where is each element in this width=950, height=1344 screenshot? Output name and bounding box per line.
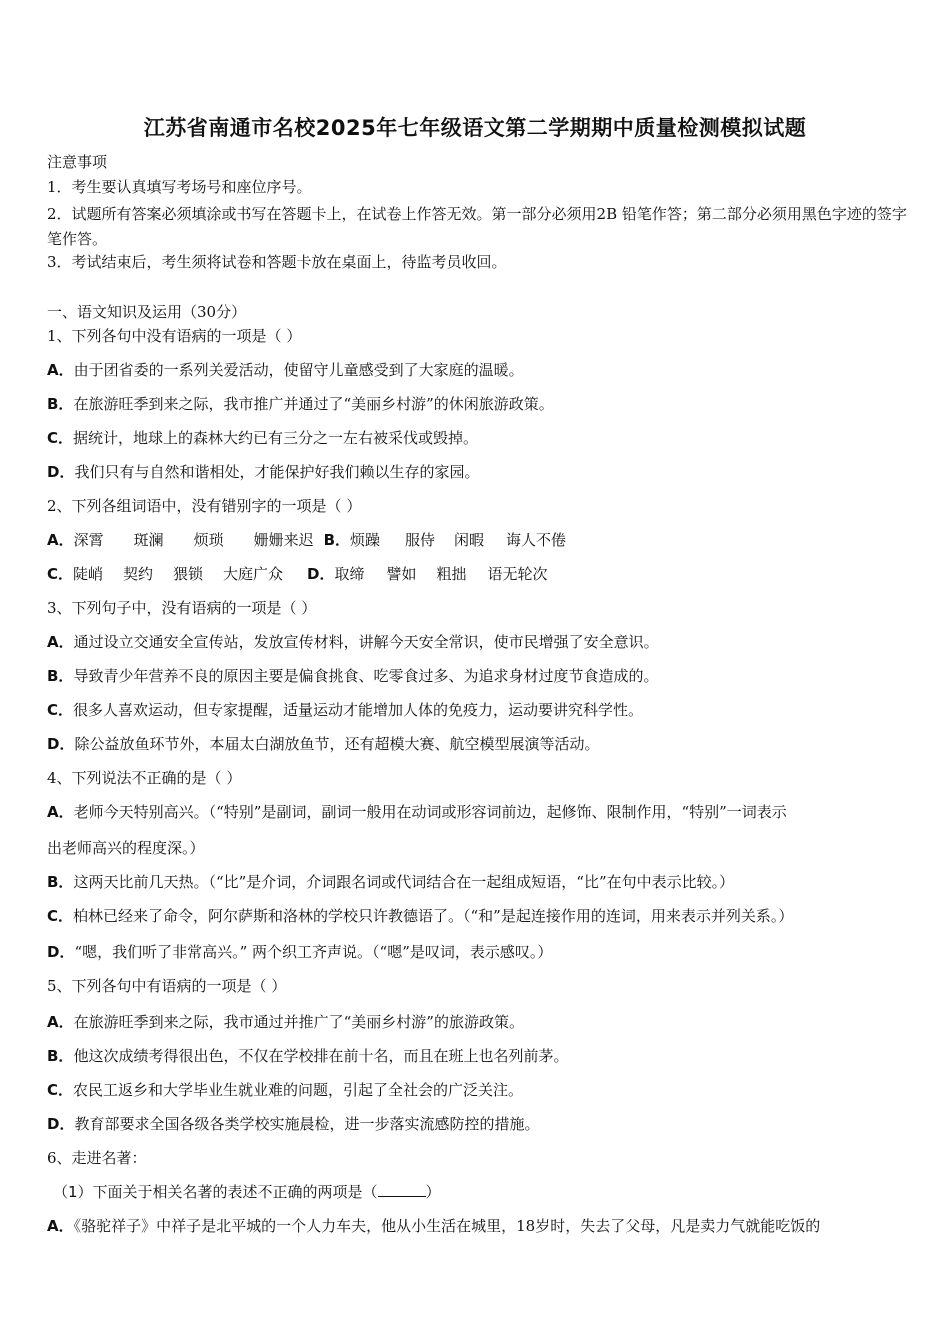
word: 深霄 <box>73 531 104 549</box>
option-text: 除公益放鱼环节外，本届太白湖放鱼节，还有超模大赛、航空模型展演等活动。 <box>74 735 600 753</box>
option-label: C． <box>47 1081 74 1099</box>
word: 斑澜 <box>133 531 164 549</box>
option-text: 《骆驼祥子》中祥子是北平城的一个人力车夫，他从小生活在城里，18岁时，失去了父母，凡是卖力气就能吃饭的 <box>73 1217 821 1235</box>
question-1-option-c <box>47 428 907 448</box>
question-4-stem: 4、下列说法不正确的是（ ） <box>47 769 242 787</box>
option-text: 教育部要求全国各级各类学校实施晨检，进一步落实流感防控的措施。 <box>74 1115 540 1133</box>
word: 烦琐 <box>193 531 224 549</box>
question-6-sub-1 <box>53 1182 913 1202</box>
option-label: A． <box>47 1217 74 1235</box>
question-4-option-a-continued: 出老师高兴的程度深。） <box>47 839 205 857</box>
option-label: D． <box>47 735 75 753</box>
option-text: 他这次成绩考得很出色，不仅在学校排在前十名，而且在班上也名列前茅。 <box>73 1047 569 1065</box>
word: 诲人不倦 <box>506 531 567 549</box>
question-5-option-a <box>47 1012 907 1032</box>
option-label: C． <box>47 565 74 583</box>
option-label: D． <box>47 463 75 481</box>
sub-question-text: （1）下面关于相关名著的表述不正确的两项是（ <box>53 1183 378 1201</box>
question-6-option-a <box>47 1216 907 1236</box>
question-5-stem: 5、下列各句中有语病的一项是（ ） <box>47 977 287 995</box>
option-text: 很多人喜欢运动，但专家提醒，适量运动才能增加人体的免疫力，运动要讲究科学性。 <box>73 701 644 719</box>
question-6-stem: 6、走进名著： <box>47 1149 147 1167</box>
question-3-option-c <box>47 700 907 720</box>
option-label: B． <box>323 531 351 549</box>
question-5-option-d <box>47 1114 907 1134</box>
option-label: A． <box>47 803 74 821</box>
option-label: A． <box>47 531 74 549</box>
option-label: C． <box>47 907 74 925</box>
section-heading: 一、语文知识及运用（30分） <box>47 303 247 321</box>
question-4-option-d <box>47 942 907 962</box>
question-1-option-d <box>47 462 907 482</box>
question-3-stem: 3、下列句子中，没有语病的一项是（ ） <box>47 599 317 617</box>
word: 烦躁 <box>350 531 381 549</box>
notice-item-1: 1．考生要认真填写考场号和座位序号。 <box>47 178 312 196</box>
option-label: B． <box>47 1047 74 1065</box>
question-3-option-a <box>47 632 907 652</box>
option-text: 我们只有与自然和谐相处，才能保护好我们赖以生存的家园。 <box>74 463 480 481</box>
option-text: 柏林已经来了命令，阿尔萨斯和洛林的学校只许教德语了。（“和”是起连接作用的连词，用来表示并列关系。） <box>73 907 794 925</box>
option-label: B． <box>47 667 74 685</box>
option-label: B． <box>47 873 74 891</box>
option-label: C． <box>47 429 74 447</box>
page-title: 江苏省南通市名校2025年七年级语文第二学期期中质量检测模拟试题 <box>143 116 807 140</box>
option-label: C． <box>47 701 74 719</box>
option-text: 这两天比前几天热。（“比”是介词，介词跟名词或代词结合在一起组成短语，“比”在句中表示比较。） <box>73 873 735 891</box>
answer-blank <box>378 1182 426 1197</box>
question-2-stem: 2、下列各组词语中，没有错别字的一项是（ ） <box>47 497 362 515</box>
option-label: A． <box>47 361 74 379</box>
option-label: D． <box>307 565 335 583</box>
question-1-option-a <box>47 360 907 380</box>
option-label: D． <box>47 943 75 961</box>
question-4-option-a <box>47 802 907 822</box>
option-text: 据统计，地球上的森林大约已有三分之一左右被采伐或毁掉。 <box>73 429 479 447</box>
question-1-option-b <box>47 394 907 414</box>
option-text: 农民工返乡和大学毕业生就业难的问题，引起了全社会的广泛关注。 <box>73 1081 524 1099</box>
option-label: D． <box>47 1115 75 1133</box>
word: 姗姗来迟 <box>253 531 314 549</box>
option-label: B． <box>47 395 74 413</box>
word: 譬如 <box>386 565 417 583</box>
option-text: 通过设立交通安全宣传站，发放宣传材料，讲解今天安全常识，使市民增强了安全意识。 <box>73 633 659 651</box>
option-label: A． <box>47 1013 74 1031</box>
notice-item-3: 3．考试结束后，考生须将试卷和答题卡放在桌面上，待监考员收回。 <box>47 253 507 271</box>
sub-question-close: ） <box>425 1183 441 1201</box>
question-2-row-2 <box>47 564 907 584</box>
question-4-option-c <box>47 906 907 926</box>
word: 猥锁 <box>173 565 204 583</box>
option-text: 导致青少年营养不良的原因主要是偏食挑食、吃零食过多、为追求身材过度节食造成的。 <box>73 667 659 685</box>
option-text: 在旅游旺季到来之际，我市推广并通过了“美丽乡村游”的休闲旅游政策。 <box>73 395 554 413</box>
question-2-row-1 <box>47 530 907 550</box>
notice-item-2: 2．试题所有答案必须填涂或书写在答题卡上，在试卷上作答无效。第一部分必须用2B 铅笔作答；第二部分必须用黑色字迹的签字笔作答。 <box>47 205 907 248</box>
word: 契约 <box>123 565 154 583</box>
word: 粗拙 <box>436 565 467 583</box>
question-3-option-d <box>47 734 907 754</box>
notice-heading: 注意事项 <box>47 153 108 171</box>
question-4-option-b <box>47 872 907 892</box>
question-3-option-b <box>47 666 907 686</box>
option-label: A． <box>47 633 74 651</box>
question-5-option-b <box>47 1046 907 1066</box>
word: 语无轮次 <box>487 565 548 583</box>
word: 闲暇 <box>454 531 485 549</box>
option-text: 由于团省委的一系列关爱活动，使留守儿童感受到了大家庭的温暖。 <box>73 361 524 379</box>
question-5-option-c <box>47 1080 907 1100</box>
word: 陡峭 <box>73 565 104 583</box>
word: 大庭广众 <box>223 565 284 583</box>
word: 服侍 <box>405 531 436 549</box>
option-text: 老师今天特别高兴。（“特别”是副词，副词一般用在动词或形容词前边，起修饰、限制作用，“特别”一词表示 <box>73 803 787 821</box>
option-text: 在旅游旺季到来之际，我市通过并推广了“美丽乡村游”的旅游政策。 <box>73 1013 524 1031</box>
option-text: “嗯，我们听了非常高兴。” 两个织工齐声说。（“嗯”是叹词，表示感叹。） <box>74 943 553 961</box>
question-1-stem: 1、下列各句中没有语病的一项是（ ） <box>47 327 302 345</box>
word: 取缔 <box>334 565 365 583</box>
